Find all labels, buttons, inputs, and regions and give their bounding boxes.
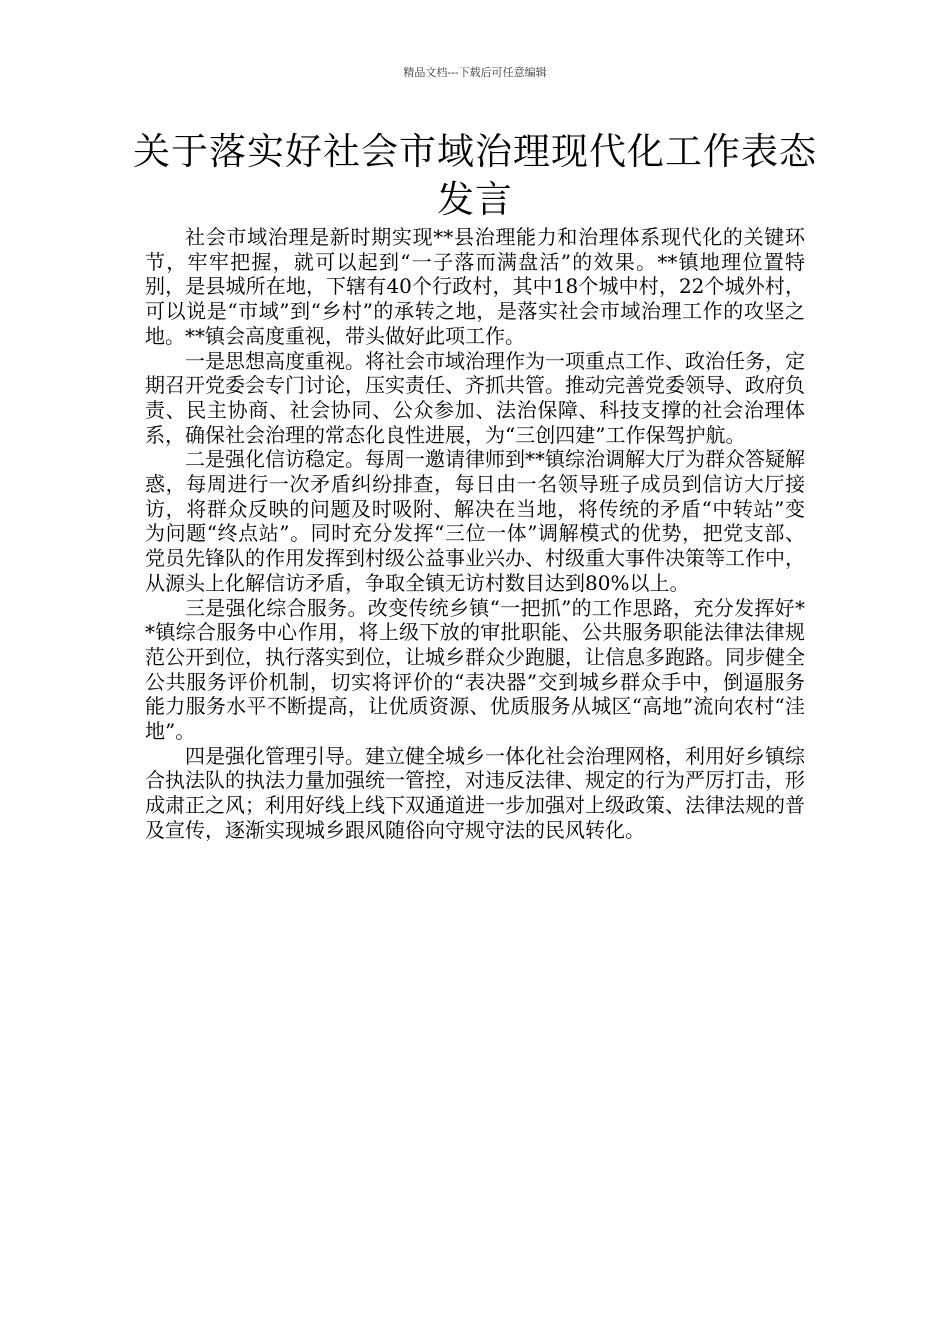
- paragraph-point-2: 二是强化信访稳定。每周一邀请律师到**镇综治调解大厅为群众答疑解惑，每周进行一次矛盾纠纷排查，每日由一名领导班子成员到信访大厅接访，将群众反映的问题及时吸附、解决在当地，将传统的矛盾“中转站”变为问题“终点站”。同时充分发挥“三位一体”调解模式的优势，把党支部、党员先锋队的作用发挥到村级公益事业兴办、村级重大事件决策等工作中，从源头上化解信访矛盾，争取全镇无访村数目达到80%以上。: [145, 447, 805, 595]
- paragraph-point-3: 三是强化综合服务。改变传统乡镇“一把抓”的工作思路，充分发挥好**镇综合服务中心作用，将上级下放的审批职能、公共服务职能法律法律规范公开到位，执行落实到位，让城乡群众少跑腿，让信息多跑路。同步健全公共服务评价机制，切实将评价的“表决器”交到城乡群众手中，倒逼服务能力服务水平不断提高，让优质资源、优质服务从城区“高地”流向农村“洼地”。: [145, 595, 805, 744]
- document-title: 关于落实好社会市域治理现代化工作表态发言: [133, 130, 817, 221]
- paragraph-point-4: 四是强化管理引导。建立健全城乡一体化社会治理网格，利用好乡镇综合执法队的执法力量加强统一管控，对违反法律、规定的行为严厉打击，形成肃正之风；利用好线上线下双通道进一步加强对上级政策、法律法规的普及宣传，逐渐实现城乡跟风随俗向守规守法的民风转化。: [145, 743, 805, 842]
- paragraph-intro: 社会市域治理是新时期实现**县治理能力和治理体系现代化的关键环节，牢牢把握，就可以起到“一子落而满盘活”的效果。**镇地理位置特别，是县城所在地，下辖有40个行政村，其中18个城中村，22个城外村，可以说是“市域”到“乡村”的承转之地，是落实社会市域治理工作的攻坚之地。**镇会高度重视，带头做好此项工作。: [145, 225, 805, 348]
- document-body: [145, 225, 805, 843]
- header-note: 精品文档---下载后可任意编辑: [403, 66, 547, 79]
- paragraph-point-1: 一是思想高度重视。将社会市域治理作为一项重点工作、政治任务，定期召开党委会专门讨论，压实责任、齐抓共管。推动完善党委领导、政府负责、民主协商、社会协同、公众参加、法治保障、科技支撑的社会治理体系，确保社会治理的常态化良性进展，为“三创四建”工作保驾护航。: [145, 348, 805, 447]
